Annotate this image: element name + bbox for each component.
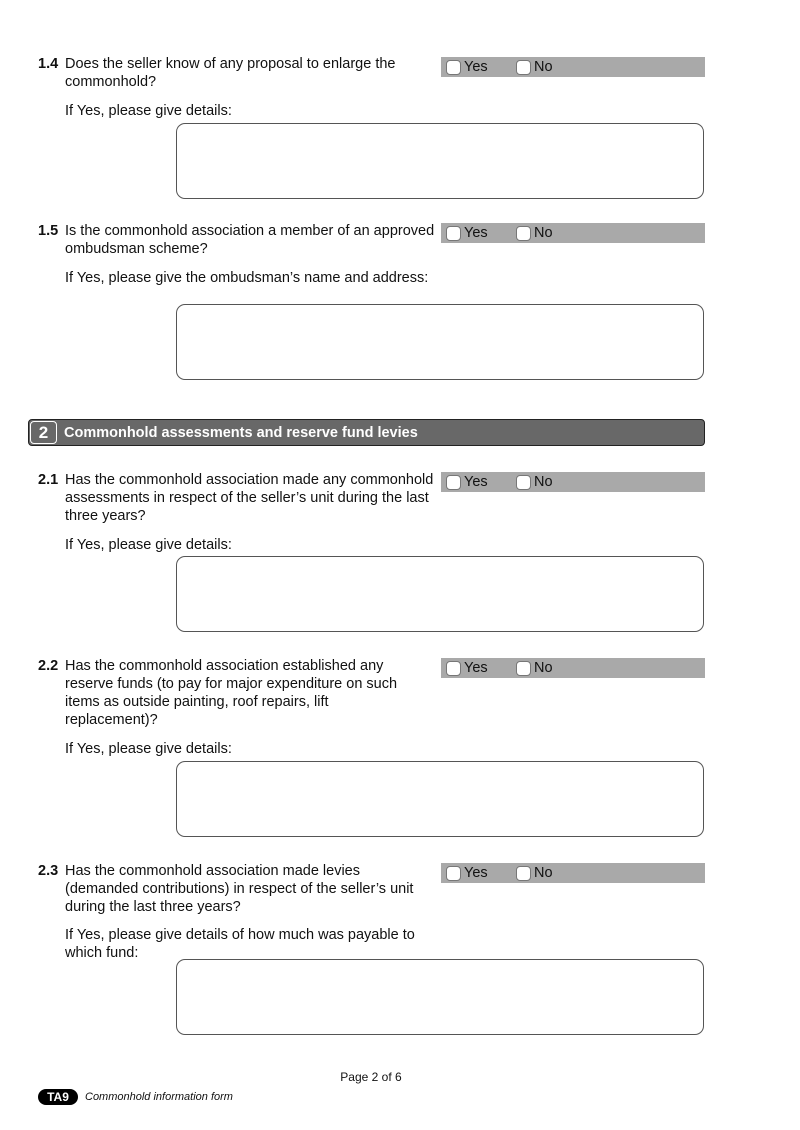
- page-number: Page 2 of 6: [340, 1070, 402, 1084]
- details-field[interactable]: [176, 304, 704, 380]
- details-prompt: If Yes, please give the ombudsman’s name and address:: [65, 270, 429, 286]
- no-option[interactable]: [516, 59, 553, 75]
- details-field[interactable]: [176, 556, 704, 632]
- yes-label: Yes: [464, 474, 488, 490]
- yes-checkbox[interactable]: [446, 226, 461, 241]
- question-text: Has the commonhold association established any reserve funds (to pay for major expenditure on such items as outside painting, roof repairs, lift replacement)?: [65, 658, 398, 728]
- form-code-badge: TA9: [38, 1089, 78, 1105]
- yes-option[interactable]: [446, 225, 488, 241]
- details-prompt: If Yes, please give details:: [65, 741, 232, 757]
- no-label: No: [534, 474, 553, 490]
- no-checkbox[interactable]: [516, 226, 531, 241]
- no-checkbox[interactable]: [516, 475, 531, 490]
- question-number: 2.1: [38, 472, 59, 488]
- no-label: No: [534, 660, 553, 676]
- question-number: 2.2: [38, 658, 59, 674]
- details-field[interactable]: [176, 761, 704, 837]
- yes-option[interactable]: [446, 474, 488, 490]
- details-field[interactable]: [176, 959, 704, 1035]
- question-number: 1.5: [38, 223, 59, 239]
- yes-no-options: [441, 863, 705, 883]
- section-header: [28, 419, 705, 446]
- no-label: No: [534, 225, 553, 241]
- question-text: Is the commonhold association a member of an approved ombudsman scheme?: [65, 223, 435, 257]
- yes-checkbox[interactable]: [446, 475, 461, 490]
- question-text: Does the seller know of any proposal to enlarge the commonhold?: [65, 56, 396, 90]
- question-text: Has the commonhold association made any commonhold assessments in respect of the seller’s unit during the last three years?: [65, 472, 434, 524]
- section-title: Commonhold assessments and reserve fund levies: [64, 425, 418, 441]
- question-number: 2.3: [38, 863, 59, 879]
- no-option[interactable]: [516, 225, 553, 241]
- no-checkbox[interactable]: [516, 866, 531, 881]
- yes-no-options: [441, 472, 705, 492]
- yes-label: Yes: [464, 59, 488, 75]
- form-name: Commonhold information form: [85, 1091, 233, 1103]
- yes-label: Yes: [464, 225, 488, 241]
- yes-no-options: [441, 57, 705, 77]
- yes-option[interactable]: [446, 865, 488, 881]
- no-checkbox[interactable]: [516, 661, 531, 676]
- details-prompt: If Yes, please give details of how much was payable to which fund:: [65, 927, 415, 961]
- yes-checkbox[interactable]: [446, 661, 461, 676]
- no-label: No: [534, 865, 553, 881]
- question-text: Has the commonhold association made levies (demanded contributions) in respect of the seller’s unit during the last three years?: [65, 863, 414, 915]
- details-field[interactable]: [176, 123, 704, 199]
- yes-label: Yes: [464, 865, 488, 881]
- details-prompt: If Yes, please give details:: [65, 537, 232, 553]
- no-option[interactable]: [516, 660, 553, 676]
- yes-checkbox[interactable]: [446, 60, 461, 75]
- no-option[interactable]: [516, 865, 553, 881]
- section-number: 2: [30, 421, 57, 444]
- details-prompt: If Yes, please give details:: [65, 103, 232, 119]
- yes-no-options: [441, 658, 705, 678]
- no-checkbox[interactable]: [516, 60, 531, 75]
- yes-no-options: [441, 223, 705, 243]
- no-label: No: [534, 59, 553, 75]
- no-option[interactable]: [516, 474, 553, 490]
- yes-checkbox[interactable]: [446, 866, 461, 881]
- question-number: 1.4: [38, 56, 59, 72]
- yes-option[interactable]: [446, 660, 488, 676]
- yes-label: Yes: [464, 660, 488, 676]
- yes-option[interactable]: [446, 59, 488, 75]
